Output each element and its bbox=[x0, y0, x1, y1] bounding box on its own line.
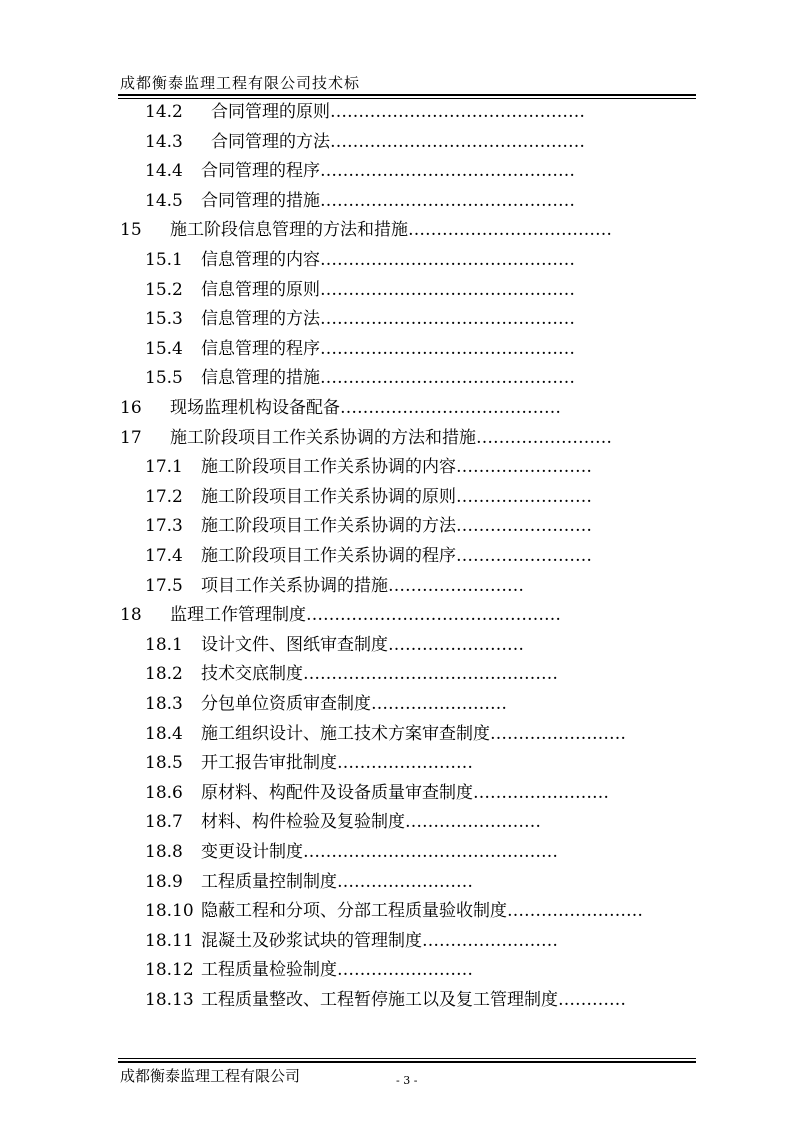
toc-entry-leader: …………………… bbox=[337, 753, 473, 774]
toc-entry-title bbox=[201, 692, 507, 716]
toc-entry-title-text: 合同管理的程序 bbox=[201, 161, 320, 182]
toc-entry bbox=[0, 899, 793, 923]
toc-entry-leader: …………………… bbox=[422, 930, 558, 951]
toc-entry-number: 18.12 bbox=[145, 960, 194, 981]
toc-entry bbox=[0, 426, 793, 450]
toc-entry-number: 18.4 bbox=[145, 723, 183, 744]
toc-entry bbox=[0, 751, 793, 775]
toc-entry-title bbox=[201, 722, 626, 746]
toc-entry-leader: ……………………………… bbox=[408, 220, 612, 241]
toc-entry-title-text: 工程质量整改、工程暂停施工以及复工管理制度 bbox=[201, 990, 558, 1010]
toc-entry bbox=[0, 544, 793, 568]
toc-entry-title bbox=[201, 366, 575, 390]
toc-entry-title-text: 工程质量控制制度 bbox=[201, 871, 337, 892]
toc-entry-title bbox=[201, 840, 558, 864]
toc-entry-title bbox=[201, 929, 558, 953]
toc-entry bbox=[0, 662, 793, 686]
toc-entry-title-text: 施工阶段信息管理的方法和措施 bbox=[170, 220, 408, 241]
toc-entry-title-text: 工程质量检验制度 bbox=[201, 960, 337, 981]
toc-entry-title bbox=[201, 574, 524, 598]
toc-entry-leader: …………………… bbox=[456, 457, 592, 478]
footer-company: 成都衡泰监理工程有限公司 bbox=[120, 1067, 301, 1085]
toc-entry-title-text: 信息管理的原则 bbox=[201, 279, 320, 300]
toc-entry-number: 15.4 bbox=[145, 338, 183, 359]
toc-entry-title bbox=[201, 514, 592, 538]
toc-entry-leader: ……………………………………… bbox=[303, 664, 558, 685]
toc-entry-number: 15 bbox=[120, 220, 142, 241]
toc-entry-number: 18.6 bbox=[145, 782, 183, 803]
toc-entry-title bbox=[170, 426, 612, 450]
toc-entry bbox=[0, 781, 793, 805]
toc-entry-title-text: 施工阶段项目工作关系协调的方法和措施 bbox=[170, 427, 476, 448]
toc-entry-title bbox=[170, 603, 561, 627]
toc-entry-number: 17.5 bbox=[145, 575, 183, 596]
toc-entry-leader: ……………………………………… bbox=[320, 250, 575, 270]
footer-rule-thin bbox=[118, 1058, 696, 1059]
toc-entry bbox=[0, 574, 793, 598]
toc-entry-title bbox=[201, 485, 592, 509]
toc-entry-leader: ………………………………… bbox=[340, 398, 561, 418]
toc-entry bbox=[0, 840, 793, 864]
toc-entry-title-text: 施工阶段项目工作关系协调的原则 bbox=[201, 486, 456, 507]
toc-entry-leader: ……………………………………… bbox=[320, 190, 575, 211]
toc-entry-leader: ……………………………………… bbox=[330, 102, 585, 122]
toc-entry-title bbox=[201, 958, 473, 982]
toc-entry-leader: …………………… bbox=[405, 812, 541, 833]
toc-entry-title bbox=[201, 633, 524, 657]
toc-entry bbox=[0, 603, 793, 627]
toc-entry-title bbox=[201, 988, 626, 1012]
toc-entry-number: 18.10 bbox=[145, 901, 194, 922]
header-rule-thick bbox=[118, 94, 696, 96]
toc-entry-title-text: 混凝土及砂浆试块的管理制度 bbox=[201, 930, 422, 951]
page-number: - 3 - bbox=[396, 1074, 418, 1087]
toc-entry-number: 15.3 bbox=[145, 309, 183, 330]
toc-entry-title bbox=[201, 307, 575, 331]
toc-entry-number: 17.4 bbox=[145, 546, 183, 566]
toc-entry-leader: ……………………………………… bbox=[320, 309, 575, 330]
toc-entry bbox=[0, 870, 793, 894]
toc-entry-number: 17.3 bbox=[145, 516, 183, 537]
toc-entry-leader: ……………………………………… bbox=[320, 161, 575, 182]
toc-entry bbox=[0, 692, 793, 716]
toc-entry-number: 14.4 bbox=[145, 161, 183, 182]
toc-entry bbox=[0, 633, 793, 657]
toc-entry-title-text: 信息管理的程序 bbox=[201, 338, 320, 359]
toc-entry-leader: …………………… bbox=[371, 694, 507, 714]
toc-entry-title bbox=[170, 218, 612, 242]
toc-entry bbox=[0, 307, 793, 331]
toc-entry-title bbox=[201, 248, 575, 272]
toc-entry-leader: ……………………………………… bbox=[320, 338, 575, 359]
toc-entry-title-text: 项目工作关系协调的措施 bbox=[201, 575, 388, 596]
toc-entry-number: 17 bbox=[120, 427, 142, 448]
toc-entry-title-text: 技术交底制度 bbox=[201, 664, 303, 685]
toc-entry bbox=[0, 722, 793, 746]
toc-entry-title bbox=[201, 159, 575, 183]
toc-entry-leader: …………………… bbox=[490, 723, 626, 744]
toc-entry-number: 17.1 bbox=[145, 457, 183, 478]
toc-entry-title bbox=[201, 662, 558, 686]
toc-entry-title bbox=[170, 396, 561, 420]
toc-entry-title bbox=[201, 810, 541, 834]
toc-entry-number: 15.2 bbox=[145, 279, 183, 300]
toc-entry-number: 18.9 bbox=[145, 871, 183, 892]
toc-entry-leader: ……………………………………… bbox=[303, 842, 558, 862]
header-rule-thin bbox=[118, 98, 696, 99]
toc-entry bbox=[0, 929, 793, 953]
toc-entry-title bbox=[201, 870, 473, 894]
toc-entry-title-text: 变更设计制度 bbox=[201, 842, 303, 862]
toc-entry bbox=[0, 810, 793, 834]
toc-entry-leader: ……………………………………… bbox=[320, 368, 575, 389]
toc-entry-number: 14.3 bbox=[145, 131, 183, 152]
toc-entry-title-text: 合同管理的原则 bbox=[211, 102, 330, 122]
toc-entry-title-text: 材料、构件检验及复验制度 bbox=[201, 812, 405, 833]
toc-entry bbox=[0, 189, 793, 213]
toc-entry-leader: …………………… bbox=[456, 516, 592, 537]
toc-entry-leader: ………… bbox=[558, 990, 626, 1010]
toc-entry-title-text: 监理工作管理制度 bbox=[170, 605, 306, 626]
toc-entry-leader: ……………………………………… bbox=[320, 279, 575, 300]
toc-entry bbox=[0, 159, 793, 183]
toc-entry-leader: …………………… bbox=[388, 575, 524, 596]
toc-entry-title-text: 开工报告审批制度 bbox=[201, 753, 337, 774]
toc-entry-title bbox=[201, 278, 575, 302]
toc-entry-leader: …………………… bbox=[507, 901, 643, 922]
toc-entry-number: 18.7 bbox=[145, 812, 183, 833]
toc-entry-title-text: 信息管理的方法 bbox=[201, 309, 320, 330]
toc-entry-title bbox=[201, 751, 473, 775]
toc-entry bbox=[0, 278, 793, 302]
toc-entry-title-text: 原材料、构配件及设备质量审查制度 bbox=[201, 782, 473, 803]
toc-entry-title-text: 信息管理的内容 bbox=[201, 250, 320, 270]
toc-entry-number: 16 bbox=[120, 398, 142, 418]
toc-entry bbox=[0, 130, 793, 154]
toc-entry-number: 18.1 bbox=[145, 634, 183, 655]
toc-entry-leader: …………………… bbox=[473, 782, 609, 803]
toc-entry-number: 18.5 bbox=[145, 753, 183, 774]
toc-entry-number: 18.3 bbox=[145, 694, 183, 714]
toc-entry-title bbox=[211, 100, 585, 124]
toc-entry-number: 15.5 bbox=[145, 368, 183, 389]
toc-entry-number: 15.1 bbox=[145, 250, 183, 270]
toc-entry bbox=[0, 455, 793, 479]
toc-entry-leader: …………………… bbox=[456, 546, 592, 566]
toc-entry-title-text: 分包单位资质审查制度 bbox=[201, 694, 371, 714]
toc-entry bbox=[0, 514, 793, 538]
toc-entry-number: 14.2 bbox=[145, 102, 183, 122]
toc-entry-title-text: 施工阶段项目工作关系协调的程序 bbox=[201, 546, 456, 566]
toc-entry-title-text: 施工阶段项目工作关系协调的内容 bbox=[201, 457, 456, 478]
toc-entry-title-text: 信息管理的措施 bbox=[201, 368, 320, 389]
toc-entry-title-text: 合同管理的方法 bbox=[211, 131, 330, 152]
toc-entry-title bbox=[201, 899, 643, 923]
toc-entry bbox=[0, 366, 793, 390]
toc-entry bbox=[0, 218, 793, 242]
toc-entry-leader: …………………… bbox=[456, 486, 592, 507]
toc-entry-leader: …………………… bbox=[388, 634, 524, 655]
toc-entry-leader: …………………… bbox=[337, 960, 473, 981]
footer-rule-thick bbox=[118, 1061, 696, 1063]
toc-entry bbox=[0, 248, 793, 272]
toc-entry-title bbox=[201, 189, 575, 213]
toc-entry-title-text: 隐蔽工程和分项、分部工程质量验收制度 bbox=[201, 901, 507, 922]
toc-entry-title-text: 施工阶段项目工作关系协调的方法 bbox=[201, 516, 456, 537]
toc-entry bbox=[0, 396, 793, 420]
header-title: 成都衡泰监理工程有限公司技术标 bbox=[120, 74, 361, 92]
toc-entry-title bbox=[201, 455, 592, 479]
toc-entry-number: 18.11 bbox=[145, 930, 194, 951]
toc-entry bbox=[0, 485, 793, 509]
toc-entry-leader: ……………………………………… bbox=[330, 131, 585, 152]
toc-entry bbox=[0, 337, 793, 361]
toc-entry-leader: …………………… bbox=[337, 871, 473, 892]
toc-entry-title bbox=[201, 337, 575, 361]
toc-entry-number: 18.2 bbox=[145, 664, 183, 685]
toc-entry-title-text: 施工组织设计、施工技术方案审查制度 bbox=[201, 723, 490, 744]
toc-entry-number: 18 bbox=[120, 605, 142, 626]
toc-entry-title bbox=[201, 781, 609, 805]
toc-entry-title-text: 合同管理的措施 bbox=[201, 190, 320, 211]
toc-entry-title bbox=[211, 130, 585, 154]
toc-entry-title-text: 设计文件、图纸审查制度 bbox=[201, 634, 388, 655]
toc-entry bbox=[0, 958, 793, 982]
toc-entry bbox=[0, 988, 793, 1012]
toc-entry bbox=[0, 100, 793, 124]
toc-entry-number: 18.8 bbox=[145, 842, 183, 862]
toc-entry-leader: ……………………………………… bbox=[306, 605, 561, 626]
toc-entry-number: 17.2 bbox=[145, 486, 183, 507]
toc-entry-title bbox=[201, 544, 592, 568]
toc-entry-number: 14.5 bbox=[145, 190, 183, 211]
toc-entry-number: 18.13 bbox=[145, 990, 194, 1010]
toc-entry-title-text: 现场监理机构设备配备 bbox=[170, 398, 340, 418]
toc-entry-leader: …………………… bbox=[476, 427, 612, 448]
